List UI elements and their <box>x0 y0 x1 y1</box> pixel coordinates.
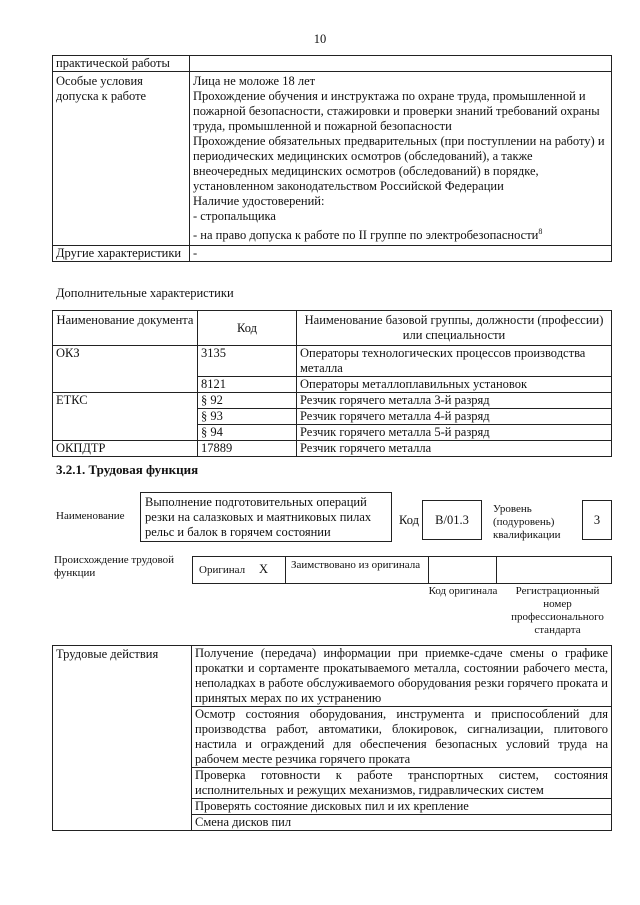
group-cell: Резчик горячего металла 5-й разряд <box>297 425 612 441</box>
condition-line: Прохождение обязательных предварительных (при поступлении на работу) и периодических медицинских осмотров (обследований), а также внеочередных медицинских осмотров (обследований) в порядке, установленном законодательством Российской Федерации <box>193 134 605 193</box>
footnote-mark: 8 <box>538 227 543 236</box>
header-document: Наименование документа <box>53 311 198 346</box>
condition-line: Прохождение обучения и инструктажа по охране труда, промышленной и пожарной безопасности, стажировки и проверки знаний требований охраны труда, промышленной и пожарной безопасности <box>193 89 600 133</box>
row-label-practical-work: практической работы <box>53 56 190 72</box>
row-value-other: - <box>190 246 612 262</box>
doc-cell <box>53 377 198 393</box>
extra-title: Дополнительные характеристики <box>56 286 234 300</box>
code-cell: § 94 <box>198 425 297 441</box>
original-mark: X <box>259 562 269 576</box>
origin-label: Происхождение трудовой функции <box>54 554 175 579</box>
doc-cell: ЕТКС <box>53 393 198 409</box>
extra-characteristics-table <box>52 310 612 457</box>
labor-actions-label: Трудовые действия <box>53 646 192 831</box>
condition-line-electro: - на право допуска к работе по II группе по электробезопасности$^8$ <box>193 227 543 243</box>
section-title: 3.2.1. Трудовая функция <box>56 462 199 477</box>
qualification-box: 3 <box>582 500 612 540</box>
doc-cell: ОКЗ <box>53 346 198 377</box>
header-code: Код <box>198 311 297 346</box>
group-cell: Резчик горячего металла 3-й разряд <box>297 393 612 409</box>
header-group: Наименование базовой группы, должности (профессии) или специальности <box>297 311 612 346</box>
doc-cell <box>53 409 198 425</box>
doc-cell: ОКПДТР <box>53 441 198 457</box>
group-cell: Резчик горячего металла <box>297 441 612 457</box>
reg-number-caption: Регистрационный номер профессионального стандарта <box>511 585 604 636</box>
code-cell: § 92 <box>198 393 297 409</box>
condition-line: Наличие удостоверений: <box>193 194 325 208</box>
action-item: Осмотр состояния оборудования, инструмента и приспособлений для производства работ, автоматики, блокировок, сигнализации, плитового настила и ограждений для обеспечения безопасных условий труда на рабочем месте резчика горячего проката <box>192 707 612 768</box>
code-cell: 8121 <box>198 377 297 393</box>
code-cell: 3135 <box>198 346 297 377</box>
condition-line: Лица не моложе 18 лет <box>193 74 316 88</box>
row-value-practical-work <box>190 56 612 72</box>
qualification-label: Уровень (подуровень) квалификации <box>493 503 561 541</box>
group-cell: Резчик горячего металла 4-й разряд <box>297 409 612 425</box>
code-cell: § 93 <box>198 409 297 425</box>
divider <box>428 557 429 583</box>
code-original-caption: Код оригинала <box>428 585 498 597</box>
page-number: 10 <box>313 32 327 46</box>
requirements-table <box>52 55 612 262</box>
code-cell: 17889 <box>198 441 297 457</box>
function-code-label: Код <box>399 513 419 527</box>
action-item: Смена дисков пил <box>192 815 612 831</box>
labor-actions-table <box>52 645 612 831</box>
function-name-label: Наименование <box>56 510 125 522</box>
divider <box>496 557 497 583</box>
original-label: Оригинал <box>199 564 246 576</box>
row-label-other: Другие характеристики <box>53 246 190 262</box>
function-name-box: Выполнение подготовительных операций резки на салазковых и маятниковых пилах рельс и балок в горячем состоянии <box>140 492 392 542</box>
condition-line: - стропальщика <box>193 209 276 223</box>
action-item: Проверка готовности к работе транспортных систем, состояния исполнительных и режущих механизмов, гидравлических систем <box>192 768 612 799</box>
action-item: Проверять состояние дисковых пил и их крепление <box>192 799 612 815</box>
action-item: Получение (передача) информации при приемке-сдаче смены о графике прокатки и сортаменте прокатываемого металла, состоянии рабочего места, неполадках в работе обслуживаемого оборудования резки горячего проката и принятых мерах по их устранению <box>192 646 612 707</box>
borrowed-label: Заимствовано из оригинала <box>291 559 421 571</box>
special-conditions-cell <box>190 72 612 246</box>
group-cell: Операторы металлоплавильных установок <box>297 377 612 393</box>
divider <box>285 557 286 583</box>
row-label-special-conditions: Особые условия допуска к работе <box>53 72 190 246</box>
doc-cell <box>53 425 198 441</box>
group-cell: Операторы технологических процессов производства металла <box>297 346 612 377</box>
origin-box <box>192 556 612 584</box>
function-code-box: В/01.3 <box>422 500 482 540</box>
